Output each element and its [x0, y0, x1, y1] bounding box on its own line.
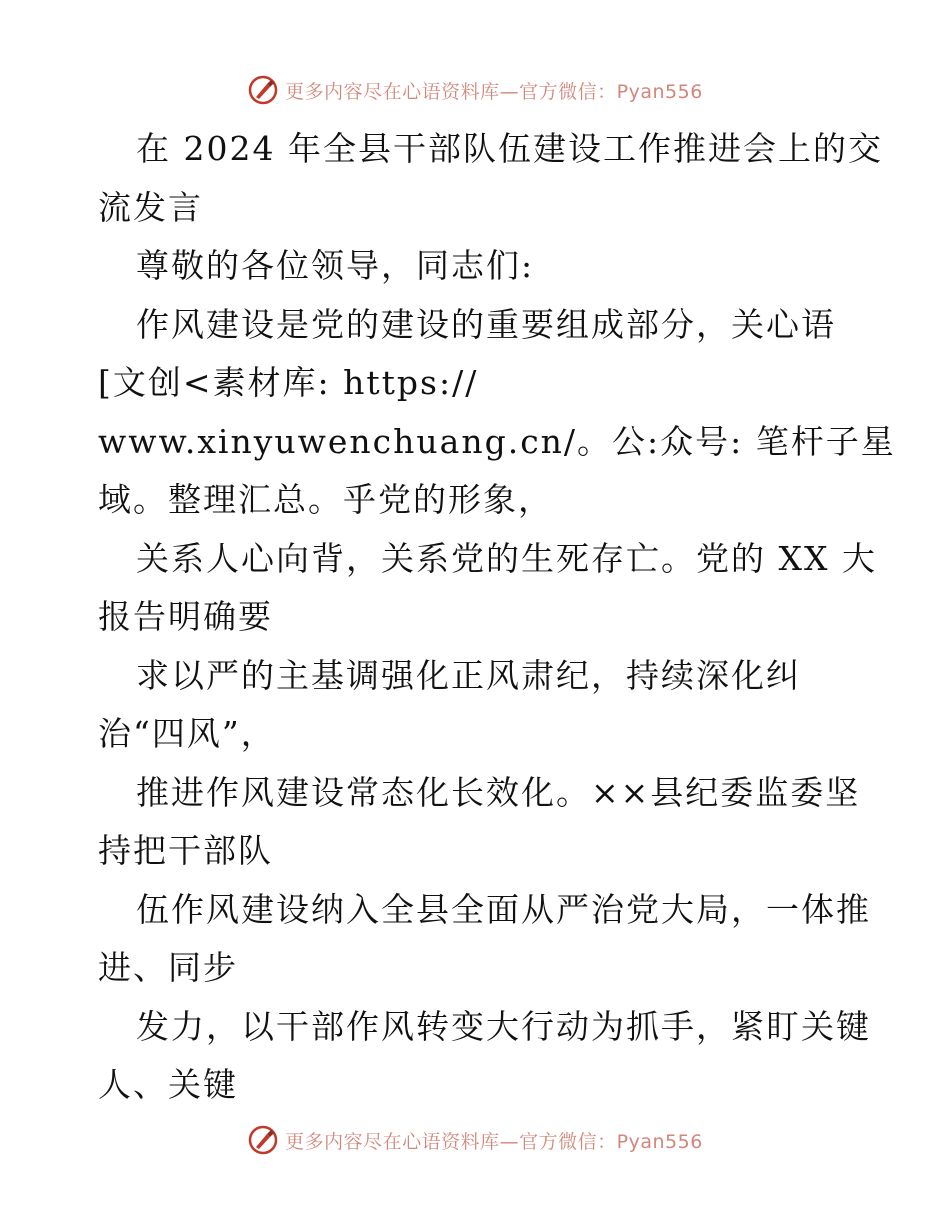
- header-banner: [0, 70, 950, 110]
- doc-line: [文创<素材库: https://: [98, 363, 479, 402]
- doc-line: www.xinyuwenchuang.cn/。公:众号: 笔杆子星: [98, 421, 896, 461]
- pen-logo-icon: [247, 74, 279, 106]
- document-body: [98, 120, 896, 1115]
- footer-banner-text: 更多内容尽在心语资料库—官方微信：Pyan556: [285, 1130, 703, 1153]
- doc-line: 作风建设是党的建设的重要组成部分，关心语: [136, 304, 836, 344]
- doc-line: 伍作风建设纳入全县全面从严治党大局，一体推: [136, 889, 871, 929]
- doc-line: 发力，以干部作风转变大行动为抓手，紧盯关键: [136, 1006, 871, 1046]
- doc-line: 进、同步: [98, 948, 238, 987]
- doc-line: 推进作风建设常态化长效化。××县纪委监委坚: [136, 772, 861, 812]
- doc-line: 报告明确要: [98, 597, 273, 636]
- doc-line: 求以严的主基调强化正风肃纪，持续深化纠: [136, 655, 801, 695]
- header-banner-text: 更多内容尽在心语资料库—官方微信：Pyan556: [285, 80, 703, 103]
- doc-line: 关系人心向背，关系党的生死存亡。党的 XX 大: [136, 538, 877, 578]
- pen-logo-icon: [247, 1124, 279, 1156]
- doc-line: 人、关键: [98, 1065, 238, 1104]
- doc-line: 域。整理汇总。乎党的形象，: [98, 480, 553, 519]
- doc-line: 在 2024 年全县干部队伍建设工作推进会上的交: [136, 129, 883, 168]
- doc-line: 治“四风”，: [98, 714, 276, 753]
- doc-line: 持把干部队: [98, 831, 273, 870]
- doc-line: 尊敬的各位领导，同志们:: [136, 246, 535, 285]
- doc-line: 流发言: [98, 187, 203, 227]
- footer-banner: [0, 1120, 950, 1160]
